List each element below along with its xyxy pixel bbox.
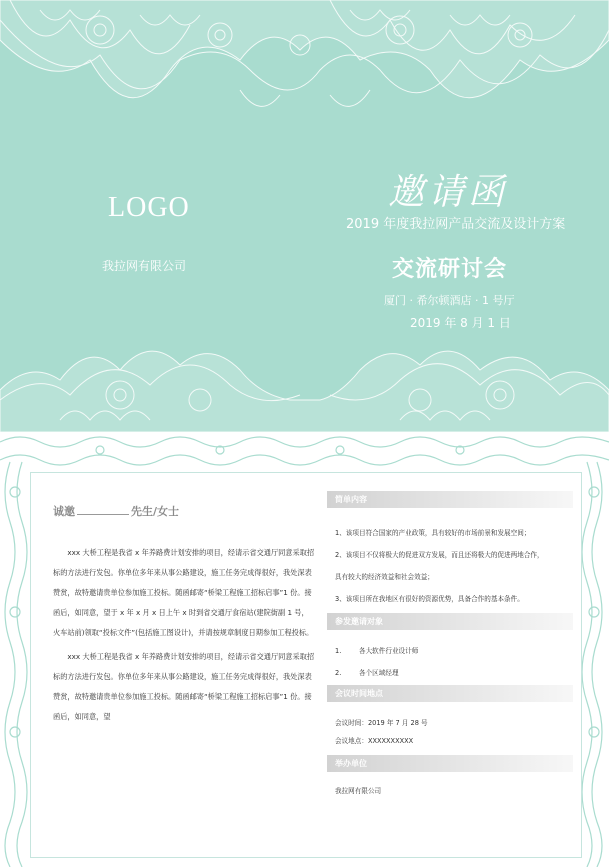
logo-text: LOGO bbox=[108, 192, 190, 223]
letter-sheet bbox=[30, 472, 582, 858]
greeting-prefix: 诚邀 bbox=[53, 505, 75, 518]
letter-body bbox=[53, 543, 315, 731]
letter-paragraph: xxx 大桥工程是我省 x 年养路费计划安排的项目，经请示省交通厅同意采取招标的方法进行发包。你单位多年来从事公路建设，施工任务完成得很好，我处深表赞赏，故特邀请贵单位参加施工投标。随函邮寄“桥梁工程施工招标启事”1 份。接函后，如同意，望于 x 年 x 月 x 日上午 x 时到省交通厅食宿站(建院街副 1 号，火车站前)领取“投标文件”(包括施工图设计)，并请按规章制度日期参加工程投标。 bbox=[53, 548, 315, 637]
company-name: 我拉网有限公司 bbox=[102, 259, 187, 273]
greeting-line bbox=[53, 503, 179, 519]
section-content bbox=[327, 491, 573, 613]
content-item: 3、该项目所在我地区有很好的资源优势，具备合作的基本条件。 bbox=[335, 595, 524, 603]
organizer-name: 我拉网有限公司 bbox=[335, 787, 382, 795]
participant-item: 1. 各大软件行业设计师 bbox=[335, 647, 419, 655]
details-column bbox=[327, 491, 573, 800]
meeting-time: 会议时间：2019 年 7 月 28 号 bbox=[335, 719, 428, 727]
section-organizer bbox=[327, 755, 573, 800]
event-date: 2019 年 8 月 1 日 bbox=[410, 316, 511, 330]
section-participants bbox=[327, 613, 573, 685]
invitation-script-title: 邀请函 bbox=[388, 172, 509, 213]
section-heading: 会议时间地点 bbox=[327, 685, 573, 702]
invitation-cover bbox=[0, 0, 609, 432]
event-subtitle: 2019 年度我拉网产品交流及设计方案 bbox=[346, 217, 566, 232]
content-item: 2、该项目不仅将极大的促进双方发展，而且还将极大的促进两地合作， bbox=[335, 551, 544, 559]
content-item: 具有较大的经济效益和社会效益； bbox=[335, 573, 434, 581]
name-blank bbox=[77, 504, 129, 515]
section-heading: 参发邀请对象 bbox=[327, 613, 573, 630]
invitation-letter bbox=[0, 432, 609, 867]
greeting-suffix: 先生/女士 bbox=[131, 505, 180, 518]
meeting-place: 会议地点：XXXXXXXXXX bbox=[335, 737, 414, 745]
content-item: 1、该项目符合国家的产业政策，具有较好的市场前景和发展空间； bbox=[335, 529, 531, 537]
letter-paragraph: xxx 大桥工程是我省 x 年养路费计划安排的项目，经请示省交通厅同意采取招标的方法进行发包。你单位多年来从事公路建设，施工任务完成得很好，我处深表赞赏，故特邀请贵单位参加施工投标。随函邮寄“桥梁工程施工招标启事”1 份。接函后，如同意，望 bbox=[53, 652, 315, 721]
section-heading: 举办单位 bbox=[327, 755, 573, 772]
section-meeting bbox=[327, 685, 573, 755]
section-heading: 简单内容 bbox=[327, 491, 573, 508]
participant-item: 2. 各个区域经理 bbox=[335, 669, 399, 677]
event-venue: 厦门 · 希尔顿酒店 · 1 号厅 bbox=[384, 294, 515, 307]
event-title: 交流研讨会 bbox=[392, 257, 508, 282]
